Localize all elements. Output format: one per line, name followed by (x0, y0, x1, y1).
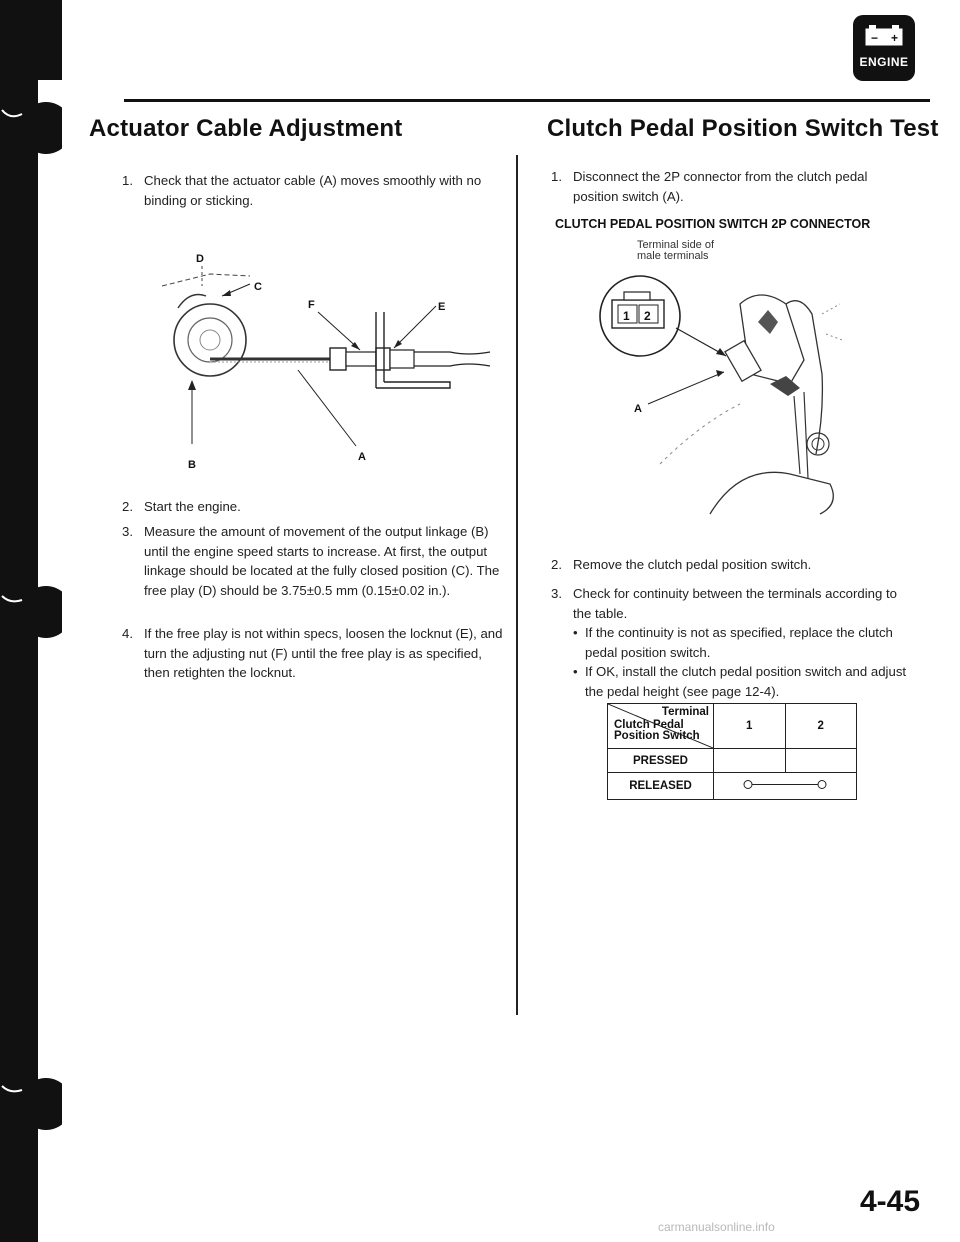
left-step-2: 2. Start the engine. (122, 499, 241, 514)
right-step-2: 2. Remove the clutch pedal position switch. (551, 557, 812, 572)
table-row-header: Clutch Pedal Position Switch (614, 719, 700, 742)
row-label-released: RELEASED (608, 773, 714, 800)
binding-edge-bar (0, 0, 62, 1242)
watermark: carmanualsonline.info (658, 1220, 775, 1234)
label-b: B (188, 459, 196, 471)
right-step-3-bullets (573, 623, 913, 701)
cell-pressed-1 (714, 749, 786, 773)
clutch-switch-diagram (590, 264, 890, 526)
label-a-right: A (634, 403, 642, 415)
label-f: F (308, 299, 315, 311)
label-d: D (196, 253, 204, 265)
label-a: A (358, 451, 366, 463)
connector-pin-1: 1 (623, 309, 630, 323)
left-step-1: 1. Check that the actuator cable (A) moves smoothly with no binding or sticking. (122, 173, 482, 208)
cell-pressed-2 (785, 749, 857, 773)
page-number: 4-45 (860, 1185, 921, 1218)
label-e: E (438, 301, 446, 313)
label-c: C (254, 281, 262, 293)
left-step-3: 3. Measure the amount of movement of the output linkage (B) until the engine speed starts to increase. At first, the output linkage should be located at the fully closed position (C). The free play (D) should be 3.75±0.5 mm (0.15±0.02 in.). (122, 524, 500, 598)
row-label-pressed: PRESSED (608, 749, 714, 773)
table-row (608, 773, 857, 800)
left-step-4: 4. If the free play is not within specs, loosen the locknut (E), and turn the adjusting nut (F) until the free play is as specified, then retighten the locknut. (122, 626, 503, 680)
battery-icon (865, 24, 903, 46)
header-rule (124, 99, 930, 102)
bullet-replace: • If the continuity is not as specified, replace the clutch pedal position switch. (573, 623, 913, 662)
terminal-note: Terminal side of male terminals (637, 239, 715, 262)
table-col-terminal-2: 2 (785, 704, 857, 749)
right-step-1: 1. Disconnect the 2P connector from the clutch pedal position switch (A). (551, 169, 868, 204)
table-corner-cell (608, 704, 714, 749)
badge-minus: − (871, 31, 879, 45)
table-row (608, 749, 857, 773)
badge-plus: + (891, 31, 899, 45)
badge-label: ENGINE (859, 55, 909, 69)
cell-released-continuity (714, 773, 857, 800)
engine-section-badge (853, 15, 915, 81)
continuity-table (607, 703, 857, 800)
pulley-outer (174, 304, 246, 376)
bullet-install: • If OK, install the clutch pedal position switch and adjust the pedal height (see page 12-4). (573, 662, 913, 701)
table-col-terminal-1: 1 (714, 704, 786, 749)
actuator-cable-title: Actuator Cable Adjustment (89, 115, 403, 142)
connector-heading: CLUTCH PEDAL POSITION SWITCH 2P CONNECTOR (555, 217, 871, 231)
continuity-link-icon (714, 773, 856, 796)
column-divider (516, 155, 518, 1015)
right-step-3: 3. Check for continuity between the terminals according to the table. • If the continuity is not as specified, replace the clutch pedal position switch. • If OK, install the clutch pedal position switch and adjust the pedal height (see page 12-4). (573, 584, 913, 701)
actuator-cable-diagram (150, 248, 510, 480)
clutch-switch-title: Clutch Pedal Position Switch Test (547, 115, 939, 142)
table-terminal-header: Terminal (661, 706, 709, 718)
connector-pin-2: 2 (644, 309, 651, 323)
